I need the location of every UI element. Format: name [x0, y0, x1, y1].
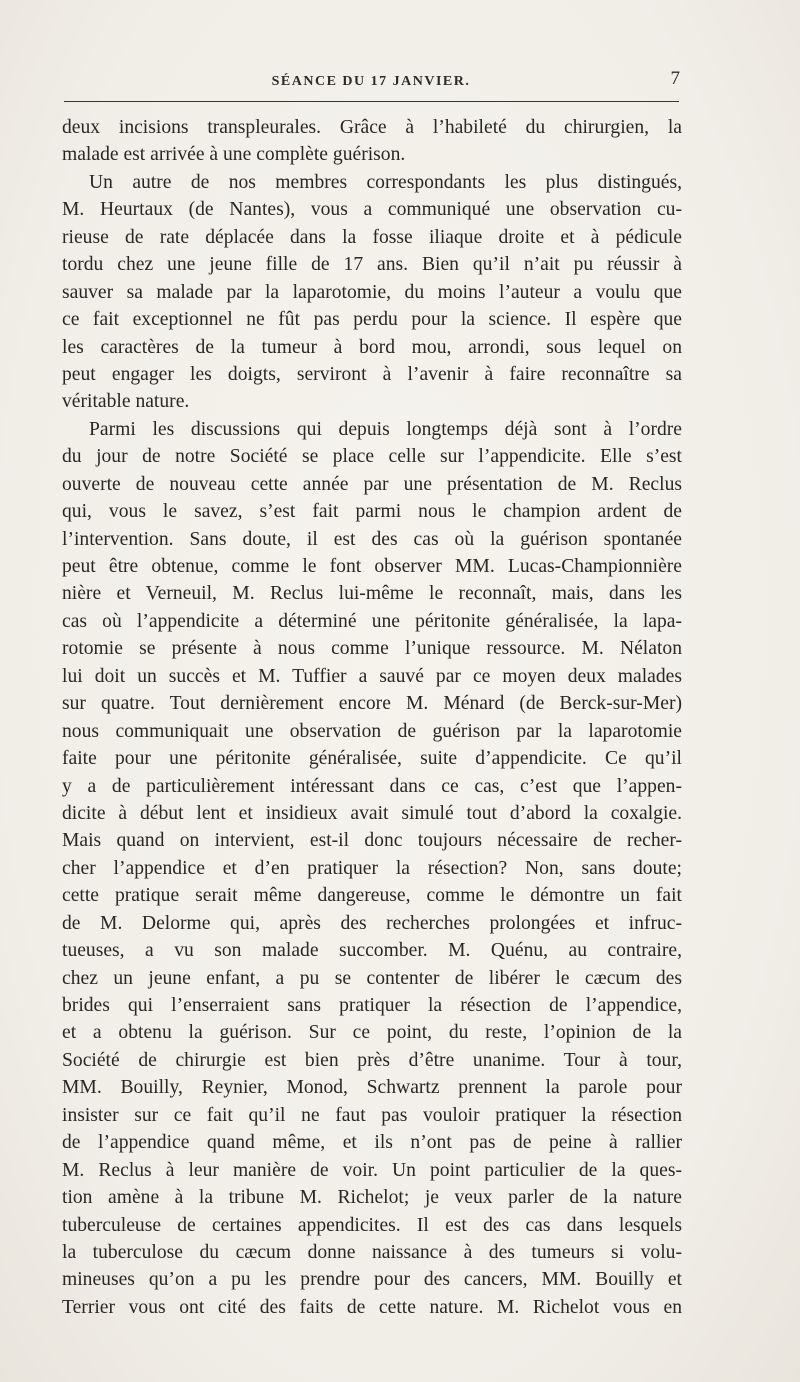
text-line: ouverte de nouveau cette année par une présentation de M. Reclus — [62, 473, 682, 495]
text-line: l’intervention. Sans doute, il est des cas où la guérison spontanée — [62, 528, 682, 550]
text-line: faite pour une péritonite généralisée, suite d’appendicite. Ce qu’il — [62, 748, 682, 770]
text-line: y a de particulièrement intéressant dans ce cas, c’est que l’appen- — [62, 775, 682, 797]
text-line: véritable nature. — [62, 391, 190, 413]
text-line: M. Heurtaux (de Nantes), vous a communiqué une observation cu- — [62, 199, 682, 221]
text-line: MM. Bouilly, Reynier, Monod, Schwartz prennent la parole pour — [62, 1077, 682, 1099]
text-line: la tuberculose du cæcum donne naissance à des tumeurs si volu- — [62, 1241, 682, 1263]
text-line: peut engager les doigts, serviront à l’avenir à faire reconnaître sa — [62, 363, 682, 385]
text-line: sauver sa malade par la laparotomie, du moins l’auteur a voulu que — [62, 281, 682, 303]
text-line: tordu chez une jeune fille de 17 ans. Bien qu’il n’ait pu réussir à — [62, 254, 682, 276]
text-line: qui, vous le savez, s’est fait parmi nous le champion ardent de — [62, 501, 682, 523]
text-line: tion amène à la tribune M. Richelot; je veux parler de la nature — [62, 1187, 682, 1209]
text-line: du jour de notre Société se place celle sur l’appendicite. Elle s’est — [62, 446, 682, 468]
running-title: SÉANCE DU 17 JANVIER. — [271, 74, 471, 89]
running-head — [62, 70, 680, 94]
text-line: Société de chirurgie est bien près d’être unanime. Tour à tour, — [62, 1049, 682, 1071]
text-line: Mais quand on intervient, est-il donc toujours nécessaire de recher- — [62, 830, 682, 852]
text-line: nous communiquait une observation de guérison par la laparotomie — [62, 720, 682, 742]
text-line: Un autre de nos membres correspondants les plus distingués, — [89, 171, 682, 193]
text-line: rieuse de rate déplacée dans la fosse iliaque droite et à pédicule — [62, 226, 682, 248]
text-line: M. Reclus à leur manière de voir. Un point particulier de la ques- — [62, 1159, 682, 1181]
body-text — [62, 114, 682, 1321]
text-line: chez un jeune enfant, a pu se contenter de libérer le cæcum des — [62, 967, 682, 989]
text-line: lui doit un succès et M. Tuffier a sauvé par ce moyen deux malades — [62, 665, 682, 687]
text-line: insister sur ce fait qu’il ne faut pas vouloir pratiquer la résection — [62, 1104, 682, 1126]
text-line: de M. Delorme qui, après des recherches prolongées et infruc- — [62, 912, 682, 934]
text-line: Terrier vous ont cité des faits de cette nature. M. Richelot vous en — [62, 1296, 682, 1318]
text-line: peut être obtenue, comme le font observer MM. Lucas-Championnière — [62, 556, 682, 577]
text-line: malade est arrivée à une complète guérison. — [62, 144, 406, 166]
header-rule — [64, 101, 679, 102]
text-line: les caractères de la tumeur à bord mou, arrondi, sous lequel on — [62, 336, 682, 358]
text-line: tueuses, a vu son malade succomber. M. Quénu, au contraire, — [62, 940, 682, 962]
text-line: et a obtenu la guérison. Sur ce point, du reste, l’opinion de la — [62, 1022, 682, 1044]
text-line: mineuses qu’on a pu les prendre pour des cancers, MM. Bouilly et — [62, 1269, 682, 1291]
text-line: cas où l’appendicite a déterminé une péritonite généralisée, la lapa- — [62, 610, 682, 632]
text-line: dicite à début lent et insidieux avait simulé tout d’abord la coxalgie. — [62, 802, 682, 824]
text-line: nière et Verneuil, M. Reclus lui-même le reconnaît, mais, dans les — [62, 583, 682, 605]
text-line: cette pratique serait même dangereuse, comme le démontre un fait — [62, 885, 682, 907]
text-line: sur quatre. Tout dernièrement encore M. Ménard (de Berck-sur-Mer) — [62, 693, 682, 715]
text-line: ce fait exceptionnel ne fût pas perdu pour la science. Il espère que — [62, 309, 682, 331]
page-number: 7 — [670, 68, 680, 89]
text-line: rotomie se présente à nous comme l’unique ressource. M. Nélaton — [62, 638, 682, 660]
text-line: tuberculeuse de certaines appendicites. Il est des cas dans lesquels — [62, 1214, 682, 1236]
text-line: deux incisions transpleurales. Grâce à l’habileté du chirurgien, la — [62, 117, 682, 138]
text-line: brides qui l’enserraient sans pratiquer la résection de l’appendice, — [62, 995, 682, 1016]
text-line: cher l’appendice et d’en pratiquer la résection? Non, sans doute; — [62, 857, 682, 879]
text-line: de l’appendice quand même, et ils n’ont pas de peine à rallier — [62, 1132, 682, 1154]
text-line: Parmi les discussions qui depuis longtemps déjà sont à l’ordre — [89, 418, 682, 440]
